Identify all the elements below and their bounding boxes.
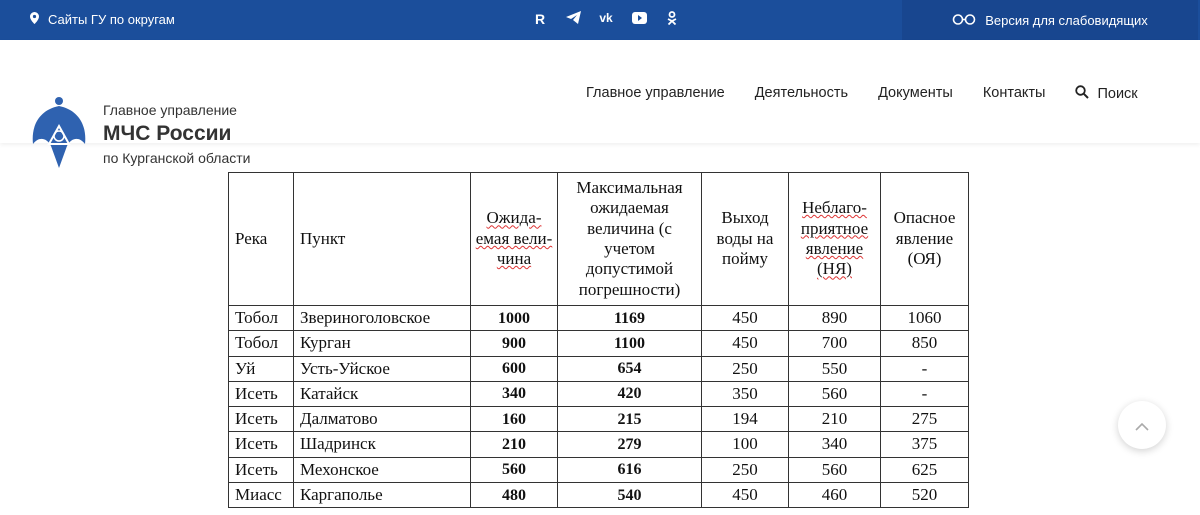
header-dangerous: Опасное явление (ОЯ) bbox=[881, 173, 969, 306]
header-expected: Ожида-емая вели-чина bbox=[471, 173, 558, 306]
table-cell: 450 bbox=[702, 306, 789, 331]
table-row bbox=[229, 432, 969, 457]
header-adverse: Неблаго-приятное явление (НЯ) bbox=[789, 173, 881, 306]
table-cell: - bbox=[881, 356, 969, 381]
site-header bbox=[0, 40, 1200, 166]
header-river: Река bbox=[229, 173, 294, 306]
table-cell: 275 bbox=[881, 407, 969, 432]
table-cell: 450 bbox=[702, 331, 789, 356]
table-row bbox=[229, 483, 969, 508]
table-cell: 560 bbox=[789, 381, 881, 406]
main-nav bbox=[586, 85, 1138, 103]
table-cell: Мехонское bbox=[294, 457, 471, 482]
table-cell: Каргаполье bbox=[294, 483, 471, 508]
low-vision-version-button[interactable]: Версия для слабовидящих bbox=[902, 0, 1198, 40]
glasses-icon bbox=[952, 13, 976, 28]
emercom-emblem-logo[interactable] bbox=[29, 96, 89, 175]
table-row bbox=[229, 306, 969, 331]
table-cell: 375 bbox=[881, 432, 969, 457]
table-cell: 480 bbox=[471, 483, 558, 508]
rutube-icon[interactable]: R bbox=[534, 11, 546, 27]
social-links bbox=[532, 11, 680, 28]
table-cell: Тобол bbox=[229, 306, 294, 331]
table-cell: Звериноголовское bbox=[294, 306, 471, 331]
table-cell: Тобол bbox=[229, 331, 294, 356]
table-cell: 1060 bbox=[881, 306, 969, 331]
regional-sites-link[interactable]: Сайты ГУ по округам bbox=[30, 12, 175, 27]
table-cell: 450 bbox=[702, 483, 789, 508]
table-cell: Уй bbox=[229, 356, 294, 381]
table-cell: 700 bbox=[789, 331, 881, 356]
header-station: Пункт bbox=[294, 173, 471, 306]
table-cell: 340 bbox=[471, 381, 558, 406]
table-cell: 460 bbox=[789, 483, 881, 508]
table-cell: 654 bbox=[558, 356, 702, 381]
table-cell: 250 bbox=[702, 457, 789, 482]
table-cell: 900 bbox=[471, 331, 558, 356]
table-cell: 1000 bbox=[471, 306, 558, 331]
table-cell: 600 bbox=[471, 356, 558, 381]
table-cell: 194 bbox=[702, 407, 789, 432]
table-cell: 560 bbox=[789, 457, 881, 482]
table-cell: Миасс bbox=[229, 483, 294, 508]
location-pin-icon bbox=[30, 12, 39, 27]
scroll-to-top-button[interactable] bbox=[1118, 401, 1166, 449]
header-floodplain: Выход воды на пойму bbox=[702, 173, 789, 306]
table-cell: 215 bbox=[558, 407, 702, 432]
vk-icon[interactable]: vk bbox=[599, 11, 613, 25]
table-cell: 160 bbox=[471, 407, 558, 432]
table-row bbox=[229, 381, 969, 406]
table-header-row bbox=[229, 173, 969, 306]
nav-item-main-office[interactable]: Главное управление bbox=[586, 85, 725, 101]
table-cell: 340 bbox=[789, 432, 881, 457]
table-cell: Шадринск bbox=[294, 432, 471, 457]
table-cell: 420 bbox=[558, 381, 702, 406]
table-cell: 210 bbox=[789, 407, 881, 432]
table-cell: 616 bbox=[558, 457, 702, 482]
table-cell: 850 bbox=[881, 331, 969, 356]
table-cell: 520 bbox=[881, 483, 969, 508]
table-row bbox=[229, 331, 969, 356]
nav-item-documents[interactable]: Документы bbox=[878, 85, 953, 101]
nav-item-contacts[interactable]: Контакты bbox=[982, 85, 1046, 101]
search-icon bbox=[1075, 85, 1089, 103]
table-cell: Курган bbox=[294, 331, 471, 356]
table-cell: Катайск bbox=[294, 381, 471, 406]
odnoklassniki-icon[interactable] bbox=[664, 11, 680, 28]
flood-forecast-table-image bbox=[228, 172, 969, 508]
table-cell: 1100 bbox=[558, 331, 702, 356]
telegram-icon[interactable] bbox=[565, 11, 581, 28]
search-button[interactable]: Поиск bbox=[1075, 85, 1137, 103]
table-row bbox=[229, 356, 969, 381]
table-cell: 890 bbox=[789, 306, 881, 331]
youtube-icon[interactable] bbox=[631, 11, 647, 28]
table-cell: Исеть bbox=[229, 432, 294, 457]
table-cell: 100 bbox=[702, 432, 789, 457]
table-cell: 550 bbox=[789, 356, 881, 381]
table-row bbox=[229, 407, 969, 432]
table-cell: 279 bbox=[558, 432, 702, 457]
table-cell: 540 bbox=[558, 483, 702, 508]
header-max-expected: Максимальная ожидаемая величина (с учетом допустимой погрешности) bbox=[558, 173, 702, 306]
table-cell: 1169 bbox=[558, 306, 702, 331]
flood-forecast-table bbox=[228, 172, 969, 508]
table-cell: Далматово bbox=[294, 407, 471, 432]
table-cell: 250 bbox=[702, 356, 789, 381]
table-cell: - bbox=[881, 381, 969, 406]
table-cell: Усть-Уйское bbox=[294, 356, 471, 381]
table-cell: 625 bbox=[881, 457, 969, 482]
table-row bbox=[229, 457, 969, 482]
table-cell: Исеть bbox=[229, 457, 294, 482]
table-cell: 210 bbox=[471, 432, 558, 457]
brand-title[interactable]: Главное управление МЧС России по Курганской области bbox=[103, 102, 251, 166]
chevron-up-icon bbox=[1135, 415, 1149, 436]
table-cell: 350 bbox=[702, 381, 789, 406]
nav-item-activity[interactable]: Деятельность bbox=[754, 85, 849, 101]
table-cell: 560 bbox=[471, 457, 558, 482]
table-cell: Исеть bbox=[229, 381, 294, 406]
top-bar bbox=[0, 0, 1200, 40]
table-cell: Исеть bbox=[229, 407, 294, 432]
